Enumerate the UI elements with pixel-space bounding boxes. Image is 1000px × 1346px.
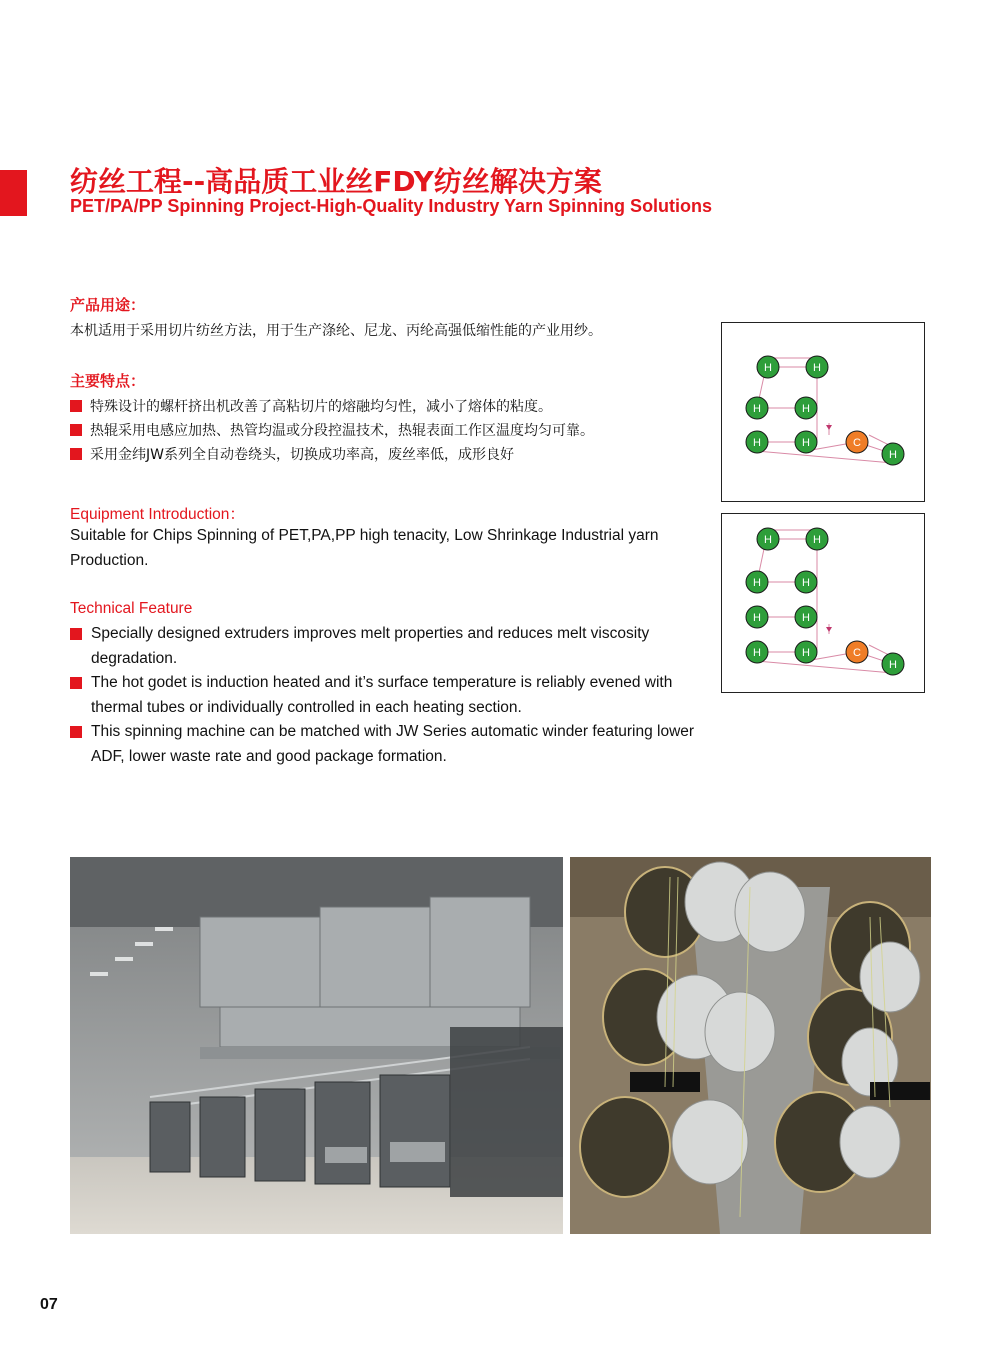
bullet-square — [70, 726, 82, 738]
features-heading-en: Technical Feature — [70, 600, 193, 617]
bullet-square — [70, 677, 82, 689]
hot-godet — [882, 653, 904, 675]
svg-text:H: H — [889, 449, 897, 461]
usage-text-cn: 本机适用于采用切片纺丝方法，用于生产涤纶、尼龙、丙纶高强低缩性能的产业用纱。 — [70, 323, 602, 339]
hot-godet — [795, 606, 817, 628]
hot-godet — [746, 606, 768, 628]
hot-godet — [795, 431, 817, 453]
page-title-en: PET/PA/PP Spinning Project-High-Quality Industry Yarn Spinning Solutions — [70, 196, 713, 216]
svg-text:H: H — [753, 612, 761, 624]
hot-godet — [806, 356, 828, 378]
section-tab-marker — [0, 170, 27, 216]
svg-text:H: H — [753, 437, 761, 449]
svg-text:H: H — [813, 534, 821, 546]
svg-text:H: H — [802, 612, 810, 624]
features-heading-cn: 主要特点： — [70, 372, 146, 390]
svg-text:H: H — [764, 362, 772, 374]
hot-godet — [757, 356, 779, 378]
feature-item-cn: 采用金纬JW系列全自动卷绕头，切换成功率高，废丝率低，成形良好 — [70, 444, 514, 464]
svg-text:H: H — [802, 403, 810, 415]
cold-godet — [846, 641, 868, 663]
bullet-square — [70, 424, 82, 436]
equipment-text-en: Suitable for Chips Spinning of PET,PA,PP high tenacity, Low Shrinkage Industrial yarn Production. — [70, 527, 659, 569]
svg-text:H: H — [802, 577, 810, 589]
feature-item-en: Specially designed extruders improves melt properties and reduces melt viscosity degradation. — [70, 622, 710, 671]
cold-godet — [846, 431, 868, 453]
hot-godet — [806, 528, 828, 550]
hot-godet — [882, 443, 904, 465]
spinning-line-photo — [70, 857, 563, 1234]
godet-diagram-1 — [721, 322, 925, 502]
feature-item-en: The hot godet is induction heated and it’s surface temperature is reliably evened with thermal tubes or individually controlled in each heating section. — [70, 671, 710, 720]
svg-text:H: H — [753, 647, 761, 659]
hot-godet — [795, 571, 817, 593]
bullet-square — [70, 448, 82, 460]
hot-godet — [746, 641, 768, 663]
svg-text:H: H — [753, 577, 761, 589]
bullet-square — [70, 628, 82, 640]
hot-godet — [795, 641, 817, 663]
page-number: 07 — [40, 1296, 58, 1313]
page-title-cn: 纺丝工程--高品质工业丝FDY纺丝解决方案 — [70, 165, 602, 198]
godets-closeup-photo — [570, 857, 931, 1234]
hot-godet — [746, 397, 768, 419]
feature-item-en: This spinning machine can be matched with JW Series automatic winder featuring lower ADF, lower waste rate and good package formation. — [70, 720, 710, 769]
hot-godet — [795, 397, 817, 419]
godet-diagram-2 — [721, 513, 925, 693]
svg-text:H: H — [764, 534, 772, 546]
feature-item-cn: 特殊设计的螺杆挤出机改善了高粘切片的熔融均匀性，减小了熔体的粘度。 — [70, 396, 552, 416]
usage-heading-cn: 产品用途： — [70, 296, 146, 314]
hot-godet — [757, 528, 779, 550]
svg-text:H: H — [753, 403, 761, 415]
svg-text:H: H — [813, 362, 821, 374]
feature-item-cn: 热辊采用电感应加热、热管均温或分段控温技术，热辊表面工作区温度均匀可靠。 — [70, 420, 594, 440]
svg-text:H: H — [802, 647, 810, 659]
svg-text:C: C — [853, 437, 861, 449]
hot-godet — [746, 431, 768, 453]
bullet-square — [70, 400, 82, 412]
equipment-heading-en: Equipment Introduction： — [70, 506, 245, 523]
svg-text:H: H — [889, 659, 897, 671]
svg-text:C: C — [853, 647, 861, 659]
svg-text:H: H — [802, 437, 810, 449]
hot-godet — [746, 571, 768, 593]
